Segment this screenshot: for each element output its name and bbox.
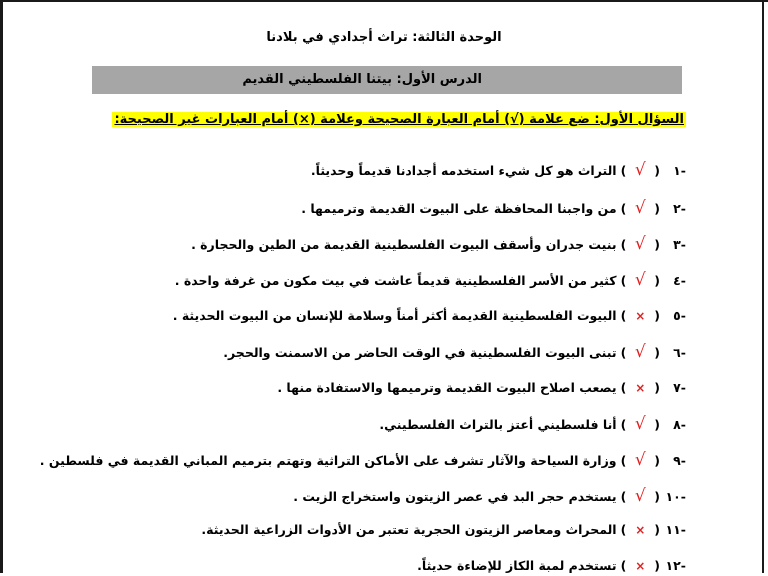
statement-text: تستخدم لمبة الكاز للإضاءة حديثاً. xyxy=(417,558,617,573)
statement-item xyxy=(175,270,686,290)
statement-item xyxy=(311,160,686,180)
statement-number: -٩ xyxy=(673,453,686,468)
statement-number: -٤ xyxy=(673,273,686,288)
paren-close: ) xyxy=(620,308,627,323)
paren-open: ( xyxy=(654,558,660,573)
paren-open: ( xyxy=(654,380,660,395)
paren-close: ) xyxy=(620,163,627,178)
cross-mark-icon: × xyxy=(635,523,646,537)
statement-item xyxy=(173,306,686,326)
paren-close: ) xyxy=(620,345,627,360)
check-mark-icon: √ xyxy=(634,234,646,254)
paren-close: ) xyxy=(620,201,627,216)
paren-open: ( xyxy=(654,163,660,178)
paren-open: ( xyxy=(654,201,660,216)
paren-open: ( xyxy=(654,308,660,323)
statement-text: بنيت جدران وأسقف البيوت الفلسطينية القديمة من الطين والحجارة . xyxy=(191,237,617,252)
statement-text: المحراث ومعاصر الزيتون الحجرية تعتبر من الأدوات الزراعية الحديثة. xyxy=(201,522,617,537)
statement-number: -٦ xyxy=(673,345,686,360)
statement-text: تبنى البيوت الفلسطينية في الوقت الحاضر من الاسمنت والحجر. xyxy=(223,345,617,360)
check-mark-icon: √ xyxy=(634,270,646,290)
statement-item xyxy=(40,450,686,470)
lesson-title: الدرس الأول: بيتنا الفلسطيني القديم xyxy=(242,72,482,87)
statement-text: التراث هو كل شيء استخدمه أجدادنا قديماً وحديثاً. xyxy=(310,163,617,178)
statement-text: يصعب اصلاح البيوت القديمة وترميمها والاستفادة منها . xyxy=(277,380,617,395)
check-mark-icon: √ xyxy=(634,450,646,470)
statement-number: -٧ xyxy=(673,380,686,395)
statement-text: يستخدم حجر البد في عصر الزيتون واستخراج الزيت . xyxy=(293,489,617,504)
statement-number: -١٠ xyxy=(665,489,686,504)
page-frame-top xyxy=(0,0,768,10)
unit-title: الوحدة الثالثة: تراث أجدادي في بلادنا xyxy=(266,30,502,45)
question-heading: السؤال الأول: ضع علامة (√) أمام العبارة الصحيحة وعلامة (×) أمام العبارات غير الصحيحة: xyxy=(114,112,684,127)
paren-close: ) xyxy=(620,558,627,573)
check-mark-icon: √ xyxy=(634,198,646,218)
statement-item xyxy=(277,378,686,398)
statement-item xyxy=(417,556,686,576)
statement-number: -٨ xyxy=(673,417,686,432)
paren-close: ) xyxy=(620,417,627,432)
statement-item xyxy=(191,234,686,254)
page-frame-left xyxy=(0,0,3,573)
check-mark-icon: √ xyxy=(634,414,646,434)
paren-open: ( xyxy=(654,417,660,432)
statement-text: من واجبنا المحافظة على البيوت القديمة وترميمها . xyxy=(301,201,617,216)
paren-close: ) xyxy=(620,489,627,504)
statement-item xyxy=(379,414,686,434)
check-mark-icon: √ xyxy=(634,486,646,506)
paren-open: ( xyxy=(654,453,660,468)
statement-text: كثير من الأسر الفلسطينية قديماً عاشت في بيت مكون من غرفة واحدة . xyxy=(174,273,617,288)
check-mark-icon: √ xyxy=(634,342,646,362)
statement-number: -١١ xyxy=(665,522,686,537)
statement-number: -٥ xyxy=(673,308,686,323)
statement-item xyxy=(201,520,686,540)
statement-item xyxy=(293,486,686,506)
statement-text: وزارة السياحة والآثار تشرف على الأماكن التراثية وتهتم بترميم المباني القديمة في فلسطين . xyxy=(39,453,617,468)
check-mark-icon: √ xyxy=(634,160,646,180)
statement-text: البيوت الفلسطينية القديمة أكثر أمناً وسلامة للإنسان من البيوت الحديثة . xyxy=(172,308,617,323)
paren-open: ( xyxy=(654,345,660,360)
cross-mark-icon: × xyxy=(635,559,646,573)
lesson-title-bar xyxy=(92,66,682,94)
statement-text: أنا فلسطيني أعتز بالتراث الفلسطيني. xyxy=(379,417,617,432)
statement-item xyxy=(223,342,686,362)
paren-open: ( xyxy=(654,273,660,288)
statement-number: -١ xyxy=(673,163,686,178)
statement-number: -٢ xyxy=(673,201,686,216)
paren-close: ) xyxy=(620,522,627,537)
paren-open: ( xyxy=(654,522,660,537)
paren-close: ) xyxy=(620,273,627,288)
statement-number: -٣ xyxy=(673,237,686,252)
paren-close: ) xyxy=(620,237,627,252)
paren-open: ( xyxy=(654,489,660,504)
statement-item xyxy=(301,198,686,218)
cross-mark-icon: × xyxy=(635,309,646,323)
paren-close: ) xyxy=(620,453,627,468)
paren-close: ) xyxy=(620,380,627,395)
cross-mark-icon: × xyxy=(635,381,646,395)
page-frame-right xyxy=(762,0,764,573)
paren-open: ( xyxy=(654,237,660,252)
statement-number: -١٢ xyxy=(665,558,686,573)
